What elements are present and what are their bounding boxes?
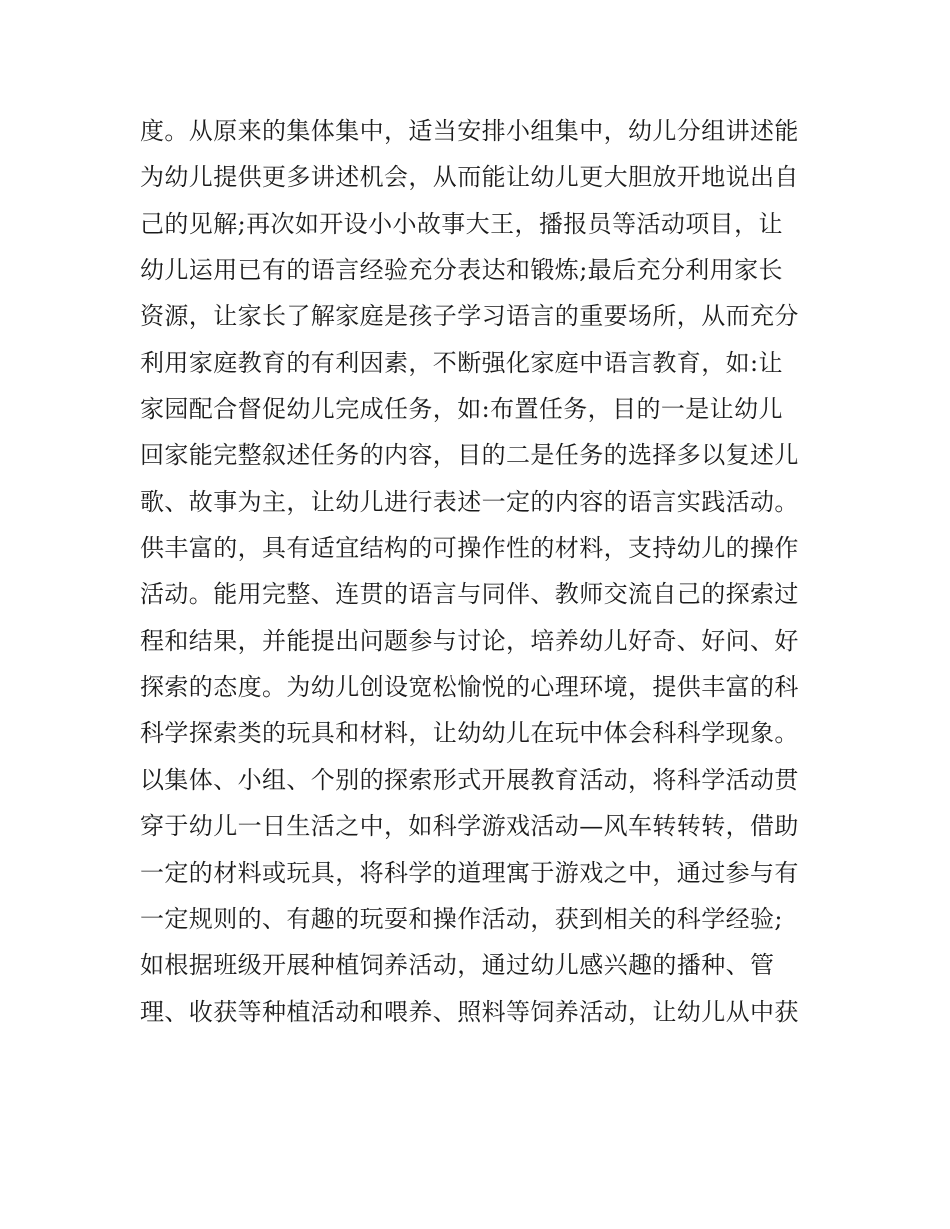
text-line: 歌、故事为主，让幼儿进行表述一定的内容的语言实践活动。 [140, 487, 799, 516]
text-line: 利用家庭教育的有利因素，不断强化家庭中语言教育，如:让 [140, 348, 783, 377]
text-line: 供丰富的，具有适宜结构的可操作性的材料，支持幼儿的操作 [140, 534, 799, 563]
text-line: 幼儿运用已有的语言经验充分表达和锻炼;最后充分利用家长 [140, 256, 783, 285]
text-line: 家园配合督促幼儿完成任务，如:布置任务，目的一是让幼儿 [140, 395, 783, 424]
text-line: 以集体、小组、个别的探索形式开展教育活动，将科学活动贯 [140, 765, 799, 794]
text-line: 一定的材料或玩具，将科学的道理寓于游戏之中，通过参与有 [140, 858, 799, 887]
text-line: 如根据班级开展种植饲养活动，通过幼儿感兴趣的播种、管 [140, 951, 775, 980]
text-line: 一定规则的、有趣的玩耍和操作活动，获到相关的科学经验; [140, 904, 783, 933]
text-line: 己的见解;再次如开设小小故事大王，播报员等活动项目，让 [140, 209, 783, 238]
body-text [140, 108, 830, 1035]
text-line: 科学探索类的玩具和材料，让幼幼儿在玩中体会科科学现象。 [140, 719, 799, 748]
text-line: 穿于幼儿一日生活之中，如科学游戏活动—风车转转转，借助 [140, 812, 799, 841]
text-line: 探索的态度。为幼儿创设宽松愉悦的心理环境，提供丰富的科 [140, 673, 799, 702]
text-line: 活动。能用完整、连贯的语言与同伴、教师交流自己的探索过 [140, 580, 799, 609]
text-line: 度。从原来的集体集中，适当安排小组集中，幼儿分组讲述能 [140, 117, 799, 145]
text-line: 为幼儿提供更多讲述机会，从而能让幼儿更大胆放开地说出自 [140, 163, 799, 192]
text-line: 回家能完整叙述任务的内容，目的二是任务的选择多以复述儿 [140, 441, 799, 470]
text-line: 理、收获等种植活动和喂养、照料等饲养活动，让幼儿从中获 [140, 997, 799, 1026]
text-line: 程和结果，并能提出问题参与讨论，培养幼儿好奇、好问、好 [140, 626, 799, 655]
text-line: 资源，让家长了解家庭是孩子学习语言的重要场所，从而充分 [140, 302, 799, 331]
